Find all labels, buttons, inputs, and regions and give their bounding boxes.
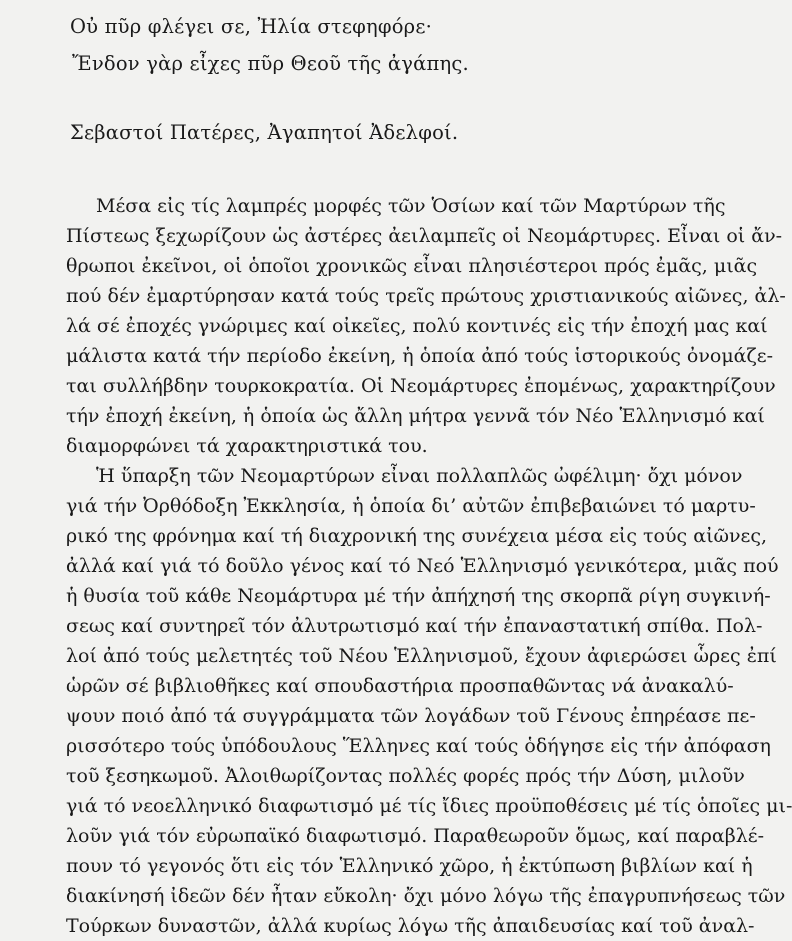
text-line: πουν τό γεγονός ὅτι εἰς τόν Ἑλληνικό χῶρο, ἡ ἐκτύπωση βιβλίων καί ἡ	[66, 855, 753, 877]
text-line: ἡ θυσία τοῦ κάθε Νεομάρτυρα μέ τήν ἀπήχησή της σκορπᾶ ρίγη συγκινή-	[66, 585, 771, 607]
text-line: λοί ἀπό τούς μελετητές τοῦ Νέου Ἑλληνισμοῦ, ἔχουν ἀφιερώσει ὧρες ἐπί	[66, 645, 777, 667]
text-line: ἀλλά καί γιά τό δοῦλο γένος καί τό Νεό Ἑλληνισμό γενικότερα, μιᾶς πού	[66, 555, 779, 577]
text-line: ψουν ποιό ἀπό τά συγγράμματα τῶν λογάδων τοῦ Γένους ἐπηρέασε πε-	[66, 705, 756, 727]
text-line: ρικό της φρόνημα καί τή διαχρονική της συνέχεια μέσα εἰς τούς αἰῶνες,	[66, 525, 768, 547]
body-text	[66, 191, 792, 941]
text-line: θρωποι ἐκεῖνοι, οἱ ὁποῖοι χρονικῶς εἶναι πλησιέστεροι πρός ἐμᾶς, μιᾶς	[66, 255, 758, 277]
text-line: Πίστεως ξεχωρίζουν ὡς ἀστέρες ἀειλαμπεῖς οἱ Νεομάρτυρες. Εἶναι οἱ ἄν-	[66, 225, 783, 247]
text-line: ται συλλήβδην τουρκοκρατία. Οἱ Νεομάρτυρες ἐπομένως, χαρακτηρίζουν	[66, 375, 776, 397]
text-line: διαμορφώνει τά χαρακτηριστικά του.	[66, 435, 428, 457]
text-line: σεως καί συντηρεῖ τόν ἀλυτρωτισμό καί τήν ἐπαναστατική σπίθα. Πολ-	[66, 615, 763, 637]
text-line: γιά τήν Ὀρθόδοξη Ἐκκλησία, ἡ ὁποία δι’ αὐτῶν ἐπιβεβαιώνει τό μαρτυ-	[66, 495, 756, 517]
text-line: τοῦ ξεσηκωμοῦ. Ἀλοιθωρίζοντας πολλές φορές πρός τήν Δύση, μιλοῦν	[66, 765, 745, 787]
verse-line: Ἔνδον γὰρ εἶχες πῦρ Θεοῦ τῆς ἀγάπης.	[72, 52, 469, 75]
text-line: μάλιστα κατά τήν περίοδο ἐκείνη, ἡ ὁποία ἀπό τούς ἱστορικούς ὀνομάζε-	[66, 345, 774, 367]
text-line: Ἡ ὕπαρξη τῶν Νεομαρτύρων εἶναι πολλαπλῶς ὠφέλιμη· ὄχι μόνον	[96, 465, 743, 487]
text-line: λοῦν γιά τόν εὐρωπαϊκό διαφωτισμό. Παραθεωροῦν ὅμως, καί παραβλέ-	[66, 825, 765, 847]
text-line: λά σέ ἐποχές γνώριμες καί οἰκεῖες, πολύ κοντινές εἰς τήν ἐποχή μας καί	[66, 315, 768, 337]
text-line: Τούρκων δυναστῶν, ἀλλά κυρίως λόγω τῆς ἀπαιδευσίας καί τοῦ ἀναλ-	[66, 915, 755, 937]
verse-line: Οὐ πῦρ φλέγει σε, Ἠλία στεφηφόρε·	[70, 15, 433, 38]
paragraph-1	[66, 191, 786, 461]
salutation: Σεβαστοί Πατέρες, Ἀγαπητοί Ἀδελφοί.	[70, 121, 459, 144]
text-line: διακίνησή ἰδεῶν δέν ἦταν εὔκολη· ὄχι μόνο λόγω τῆς ἐπαγρυπνήσεως τῶν	[66, 885, 786, 907]
text-line: πού δέν ἐμαρτύρησαν κατά τούς τρεῖς πρώτους χριστιανικούς αἰῶνες, ἀλ-	[66, 285, 786, 307]
paragraph-2	[66, 461, 792, 941]
text-line: Μέσα εἰς τίς λαμπρές μορφές τῶν Ὁσίων καί τῶν Μαρτύρων τῆς	[96, 195, 726, 217]
text-line: τήν ἐποχή ἐκείνη, ἡ ὁποία ὡς ἄλλη μήτρα γεννᾶ τόν Νέο Ἑλληνισμό καί	[66, 405, 765, 427]
text-line: ρισσότερο τούς ὑπόδουλους Ἕλληνες καί τούς ὁδήγησε εἰς τήν ἀπόφαση	[66, 735, 771, 757]
text-line: γιά τό νεοελληνικό διαφωτισμό μέ τίς ἴδιες προϋποθέσεις μέ τίς ὁποῖες μι-	[66, 795, 792, 817]
epigraph-verse	[70, 0, 674, 82]
text-line: ὡρῶν σέ βιβλιοθῆκες καί σπουδαστήρια προσπαθῶντας νά ἀνακαλύ-	[66, 675, 734, 697]
